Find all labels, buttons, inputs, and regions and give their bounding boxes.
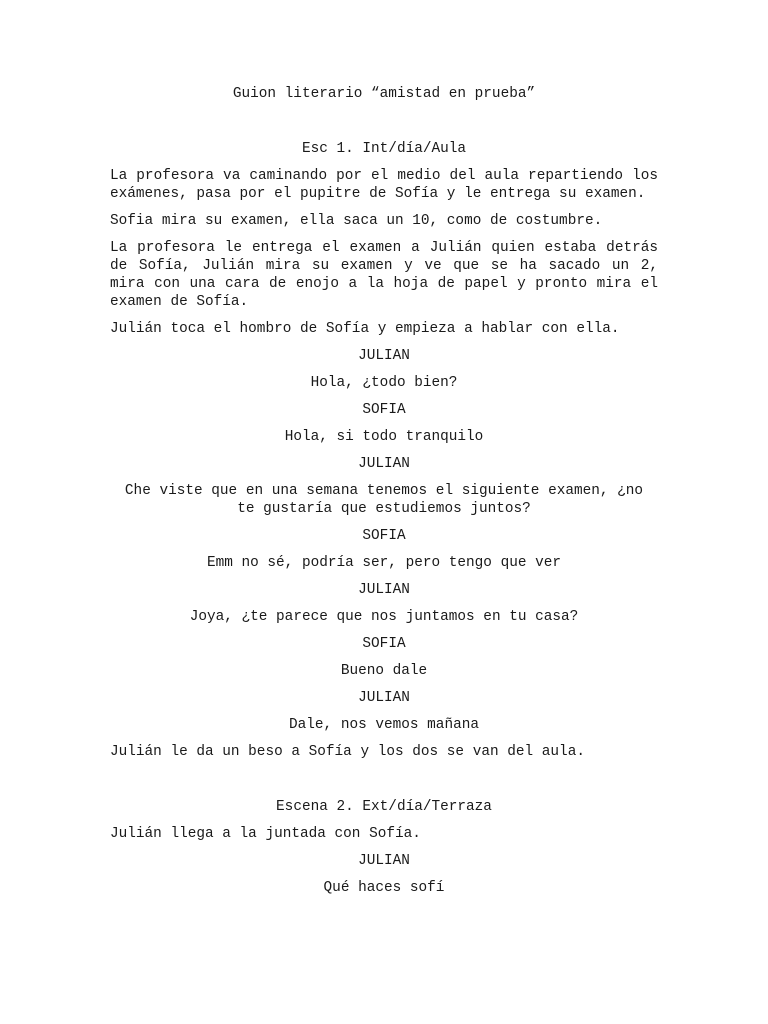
dialogue-line: Che viste que en una semana tenemos el siguiente examen, ¿no te gustaría que estudiemos juntos?: [124, 483, 644, 517]
scene-1-heading: Esc 1. Int/día/Aula: [301, 141, 467, 157]
dialogue-line: Qué haces sofí: [323, 880, 445, 896]
character-name: JULIAN: [358, 690, 410, 706]
dialogue-line: Hola, si todo tranquilo: [284, 429, 484, 445]
scene-1-action-5: Julián le da un beso a Sofía y los dos se van del aula.: [110, 744, 585, 760]
scene-1-action-4: Julián toca el hombro de Sofía y empieza a hablar con ella.: [110, 321, 620, 337]
scene-2-heading: Escena 2. Ext/día/Terraza: [276, 799, 492, 815]
scene-1-action-3: La profesora le entrega el examen a Julián quien estaba detrás de Sofía, Julián mira su examen y ve que se ha sacado un 2, mira con una cara de enojo a la hoja de papel y pronto mira el examen de Sofía.: [110, 240, 658, 310]
scene-1-action-2: Sofia mira su examen, ella saca un 10, como de costumbre.: [110, 213, 603, 229]
character-name: JULIAN: [358, 582, 410, 598]
dialogue-line: Hola, ¿todo bien?: [310, 375, 458, 391]
script-page: [110, 85, 658, 897]
dialogue-line: Emm no sé, podría ser, pero tengo que ver: [206, 555, 562, 571]
character-name: SOFIA: [362, 636, 406, 652]
dialogue-line: Dale, nos vemos mañana: [289, 717, 479, 733]
character-name: SOFIA: [362, 402, 406, 418]
character-name: JULIAN: [358, 456, 410, 472]
scene-2-action-1: Julián llega a la juntada con Sofía.: [110, 826, 421, 842]
scene-1-action-1: La profesora va caminando por el medio del aula repartiendo los exámenes, pasa por el pupitre de Sofía y le entrega su examen.: [110, 168, 658, 202]
dialogue-line: Bueno dale: [340, 663, 428, 679]
dialogue-line: Joya, ¿te parece que nos juntamos en tu casa?: [189, 609, 579, 625]
character-name: JULIAN: [358, 348, 410, 364]
character-name: SOFIA: [362, 528, 406, 544]
character-name: JULIAN: [358, 853, 410, 869]
document-title: Guion literario “amistad en prueba”: [232, 86, 536, 102]
